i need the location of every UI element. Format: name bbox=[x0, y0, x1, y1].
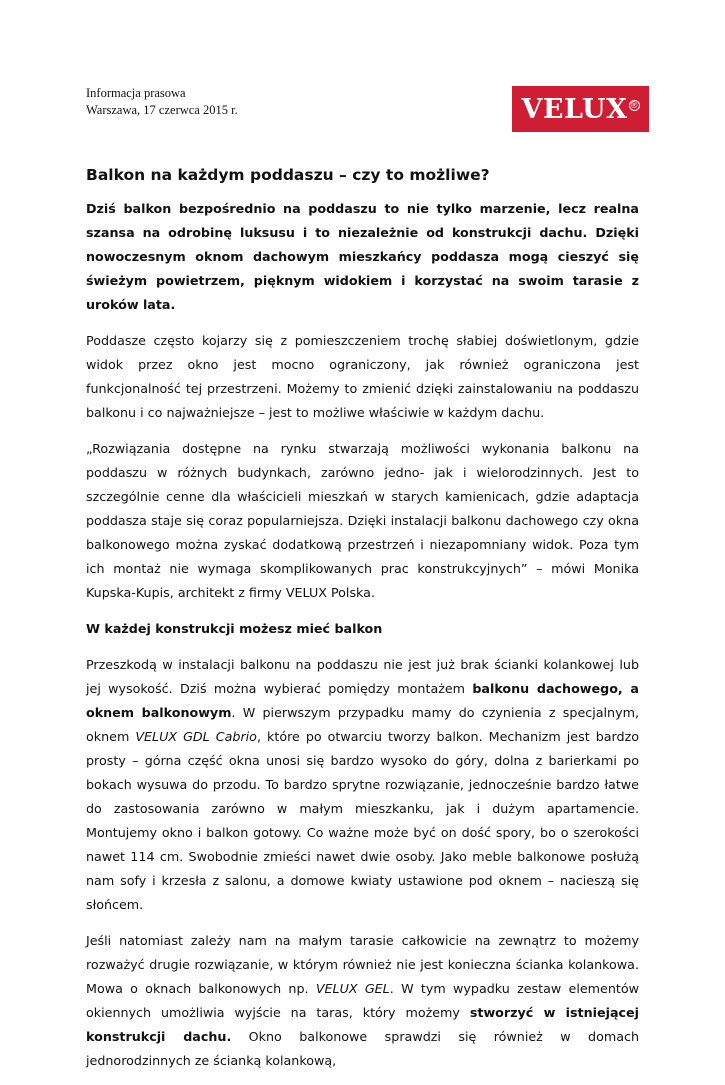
press-header bbox=[86, 85, 238, 119]
dateline: Warszawa, 17 czerwca 2015 r. bbox=[86, 103, 238, 117]
text-run: Okno balkonowe sprawdzi się również w domach jednorodzinnych ze ścianką kolankową, bbox=[86, 1029, 639, 1068]
page-title: Balkon na każdym poddaszu – czy to możliwe? bbox=[86, 166, 490, 184]
product-name: VELUX GEL bbox=[315, 981, 390, 996]
paragraph-balcony-options bbox=[86, 653, 639, 917]
text-run: Przeszkodą w instalacji balkonu na poddaszu nie jest już brak ścianki kolankowej lub jej wysokość. Dziś można wybierać pomiędzy montażem bbox=[86, 657, 639, 696]
paragraph-balcony-windows bbox=[86, 929, 639, 1073]
text-run: . W pierwszym przypadku mamy do czynienia z specjalnym, oknem bbox=[86, 705, 639, 744]
section-heading: W każdej konstrukcji możesz mieć balkon bbox=[86, 621, 383, 636]
text-run: . W tym wypadku zestaw elementów okiennych umożliwia wyjście na taras, który możemy bbox=[86, 981, 640, 1020]
registered-mark: ® bbox=[629, 100, 640, 111]
product-name: VELUX GDL Cabrio bbox=[135, 729, 257, 744]
document-type-label: Informacja prasowa bbox=[86, 86, 186, 100]
text-run: , które po otwarciu tworzy balkon. Mechanizm jest bardzo prosty – górna część okna unosi się bardzo wysoko do góry, dolna z barierkami po bokach wysuwa do przodu. To bardzo sprytne rozwiązanie, jednocześnie bardzo łatwe do zastosowania zarówno w małym mieszkanku, jak i dużym apartamencie. Montujemy okno i balkon gotowy. Co ważne może być on dość spory, bo o szerokości nawet 114 cm. Swobodnie zmieści nawet dwie osoby. Jako meble balkonowe posłużą nam sofy i krzesła z salonu, a domowe kwiaty ustawione pod oknem – nacieszą się słońcem. bbox=[86, 729, 639, 912]
quote-paragraph: „Rozwiązania dostępne na rynku stwarzają możliwości wykonania balkonu na poddaszu w różnych budynkach, zarówno jedno- jak i wielorodzinnych. Jest to szczególnie cenne dla właścicieli mieszkań w starych kamienicach, gdzie adaptacja poddasza staje się coraz popularniejsza. Dzięki instalacji balkonu dachowego czy okna balkonowego można zyskać dodatkową przestrzeń i niezapomniany widok. Poza tym ich montaż nie wymaga skomplikowanych prac konstrukcyjnych” – mówi Monika Kupska-Kupis, architekt z firmy VELUX Polska. bbox=[86, 441, 639, 600]
text-run: Jeśli natomiast zależy nam na małym tarasie całkowicie na zewnątrz to możemy rozważyć drugie rozwiązanie, w którym również nie jest konieczna ścianka kolankowa. Mowa o oknach balkonowych np. bbox=[86, 933, 639, 996]
logo-wordmark: VELUX bbox=[521, 93, 628, 125]
article-body bbox=[86, 197, 639, 1085]
bold-run: balkonu dachowego, a oknem balkonowym bbox=[86, 681, 639, 720]
bold-run: stworzyć w istniejącej konstrukcji dachu. bbox=[86, 1005, 639, 1044]
paragraph-intro: Poddasze często kojarzy się z pomieszczeniem trochę słabiej doświetlonym, gdzie widok przez okno jest mocno ograniczony, jak również ograniczona jest funkcjonalność tej przestrzeni. Możemy to zmienić dzięki zainstalowaniu na poddaszu balkonu i co najważniejsze – jest to możliwe właściwie w każdym dachu. bbox=[86, 333, 639, 420]
lead-paragraph: Dziś balkon bezpośrednio na poddaszu to nie tylko marzenie, lecz realna szansa na odrobinę luksusu i to niezależnie od konstrukcji dachu. Dzięki nowoczesnym oknom dachowym mieszkańcy poddasza mogą cieszyć się świeżym powietrzem, pięknym widokiem i korzystać na swoim tarasie z uroków lata. bbox=[86, 201, 639, 312]
velux-logo bbox=[512, 86, 649, 132]
